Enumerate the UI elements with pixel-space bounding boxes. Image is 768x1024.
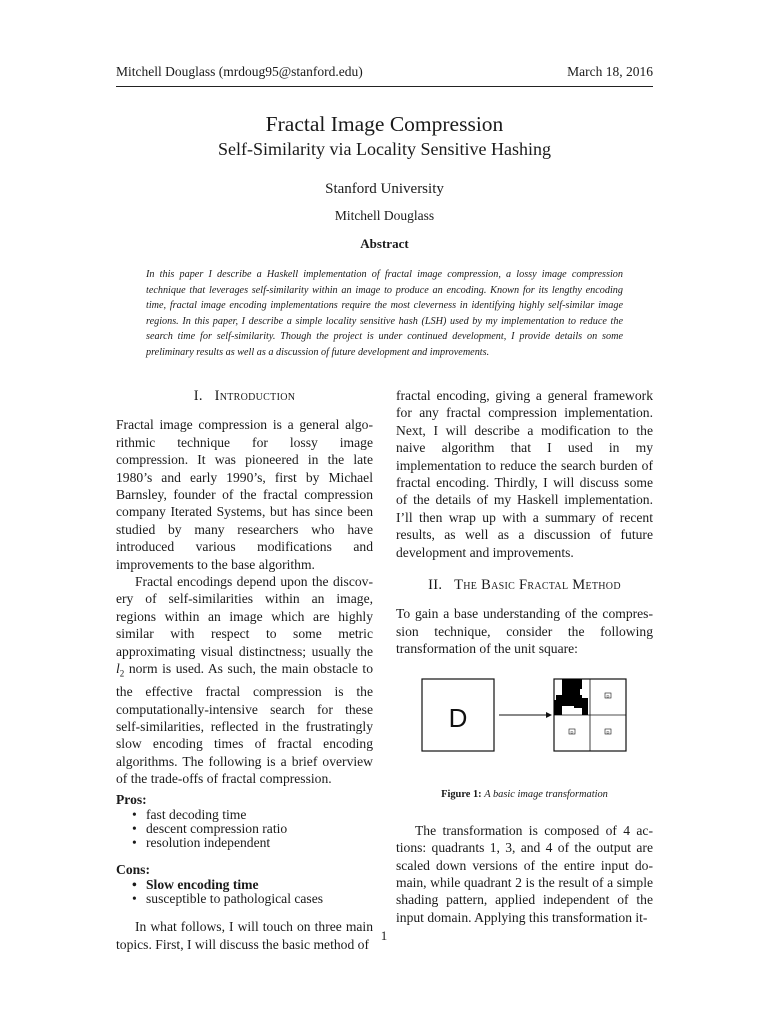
affiliation: Stanford University	[325, 181, 444, 197]
running-header	[116, 64, 653, 80]
section-heading-basic-fractal-method	[396, 577, 653, 594]
cons-heading: Cons:	[116, 862, 150, 878]
paper-subtitle: Self-Similarity via Locality Sensitive Hashing	[218, 139, 551, 159]
title-block	[116, 111, 653, 252]
paper-title: Fractal Image Compression	[265, 112, 504, 136]
math-subscript: 2	[119, 668, 125, 679]
header-rule	[116, 86, 653, 87]
figure-caption-text: A basic image transformation	[484, 789, 608, 801]
figure-caption	[396, 786, 653, 803]
header-date: March 18, 2016	[567, 64, 653, 79]
arrow-head-icon	[546, 712, 552, 718]
figure-1	[396, 674, 653, 814]
svg-text:D: D	[570, 729, 574, 735]
section-heading-introduction	[116, 388, 373, 405]
svg-text:D: D	[606, 693, 610, 699]
intro-paragraph-continued: fractal encoding, giving a general framework for any fractal compression implementation. Next, I will describe a modification to the naive algorithm that I used in my implementation to reduce the search burden of fractal encoding. Thirdly, I will discuss some of the details of my Haskell implementation. I’ll then wrap up with a summary of recent results, as well as a discussion of future development and improvements.	[396, 388, 653, 560]
method-paragraph-1: To gain a base understanding of the compression technique, consider the following transformation of the unit square:	[396, 606, 653, 657]
intro-paragraph-2	[116, 573, 373, 788]
section-numeral: I.	[193, 388, 203, 404]
svg-text:D: D	[606, 729, 610, 735]
list-item: • descent compression ratio	[132, 822, 373, 836]
intro-paragraph-1: Fractal image compression is a general algorithmic technique for lossy image compression. It was pioneered in the late 1980’s and early 1990’s, first by Michael Barnsley, founder of the fractal compression company Iterated Systems, but has since been studied by many researchers who have introduced various modifications and improvements to the base algorithm.	[116, 417, 373, 572]
page-number: 1	[380, 928, 388, 943]
pros-list	[132, 808, 373, 850]
list-item: • resolution independent	[132, 836, 373, 850]
abstract-heading: Abstract	[360, 236, 409, 251]
right-column	[396, 387, 653, 926]
section-title: Introduction	[214, 388, 296, 404]
figure-caption-label: Figure 1:	[441, 789, 482, 801]
method-paragraph-2: The transformation is composed of 4 actions: quadrants 1, 3, and 4 of the output are scaled down versions of the entire input domain, while quadrant 2 is the result of a simple shading pattern, applied independent of the input domain. Applying this transformation it-	[396, 822, 653, 925]
left-column	[116, 388, 373, 953]
intro-paragraph-3: In what follows, I will touch on three main topics. First, I will discuss the basic method of	[116, 919, 373, 952]
section-numeral: II.	[428, 577, 443, 594]
section-title: The Basic Fractal Method	[454, 577, 621, 594]
intro-p2-before: Fractal encodings depend upon the discovery of self-similarities within an image, regions within an image which are highly similar with respect to some metric approximating visual distinctness; usually the	[116, 574, 373, 659]
cons-list	[132, 878, 373, 906]
author-name: Mitchell Douglass	[334, 208, 435, 223]
list-item: • susceptible to pathological cases	[132, 892, 373, 906]
header-author-email: Mitchell Douglass (mrdoug95@stanford.edu)	[116, 64, 363, 79]
transformation-diagram	[396, 674, 653, 784]
abstract-text: In this paper I describe a Haskell implementation of fractal image compression, a lossy image compression technique that leverages self-similarity within an image to produce an encoding. Known for its lengthy encoding time, fractal image encoding implementations require the most cleverness in identifying highly self-similar image regions. In this paper, I describe a simple locality sensitive hash (LSH) used by my implementation to reduce the search time for self-similarity. Though the project is under continued development, I provide details on some preliminary results as well as a discussion of future development and improvements.	[146, 269, 623, 358]
intro-p2-after: norm is used. As such, the main obstacle to the effective fractal compression is the computationally-intensive search for these self-similarities, reflected in the frustratingly slow encoding times of fractal encoding algorithms. The following is a brief overview of the trade-offs of fractal compression.	[116, 661, 373, 787]
pros-heading: Pros:	[116, 791, 147, 807]
input-label: D	[448, 702, 468, 733]
list-item: • Slow encoding time	[132, 878, 373, 892]
math-l: l	[116, 661, 120, 677]
list-item: • fast decoding time	[132, 808, 373, 822]
